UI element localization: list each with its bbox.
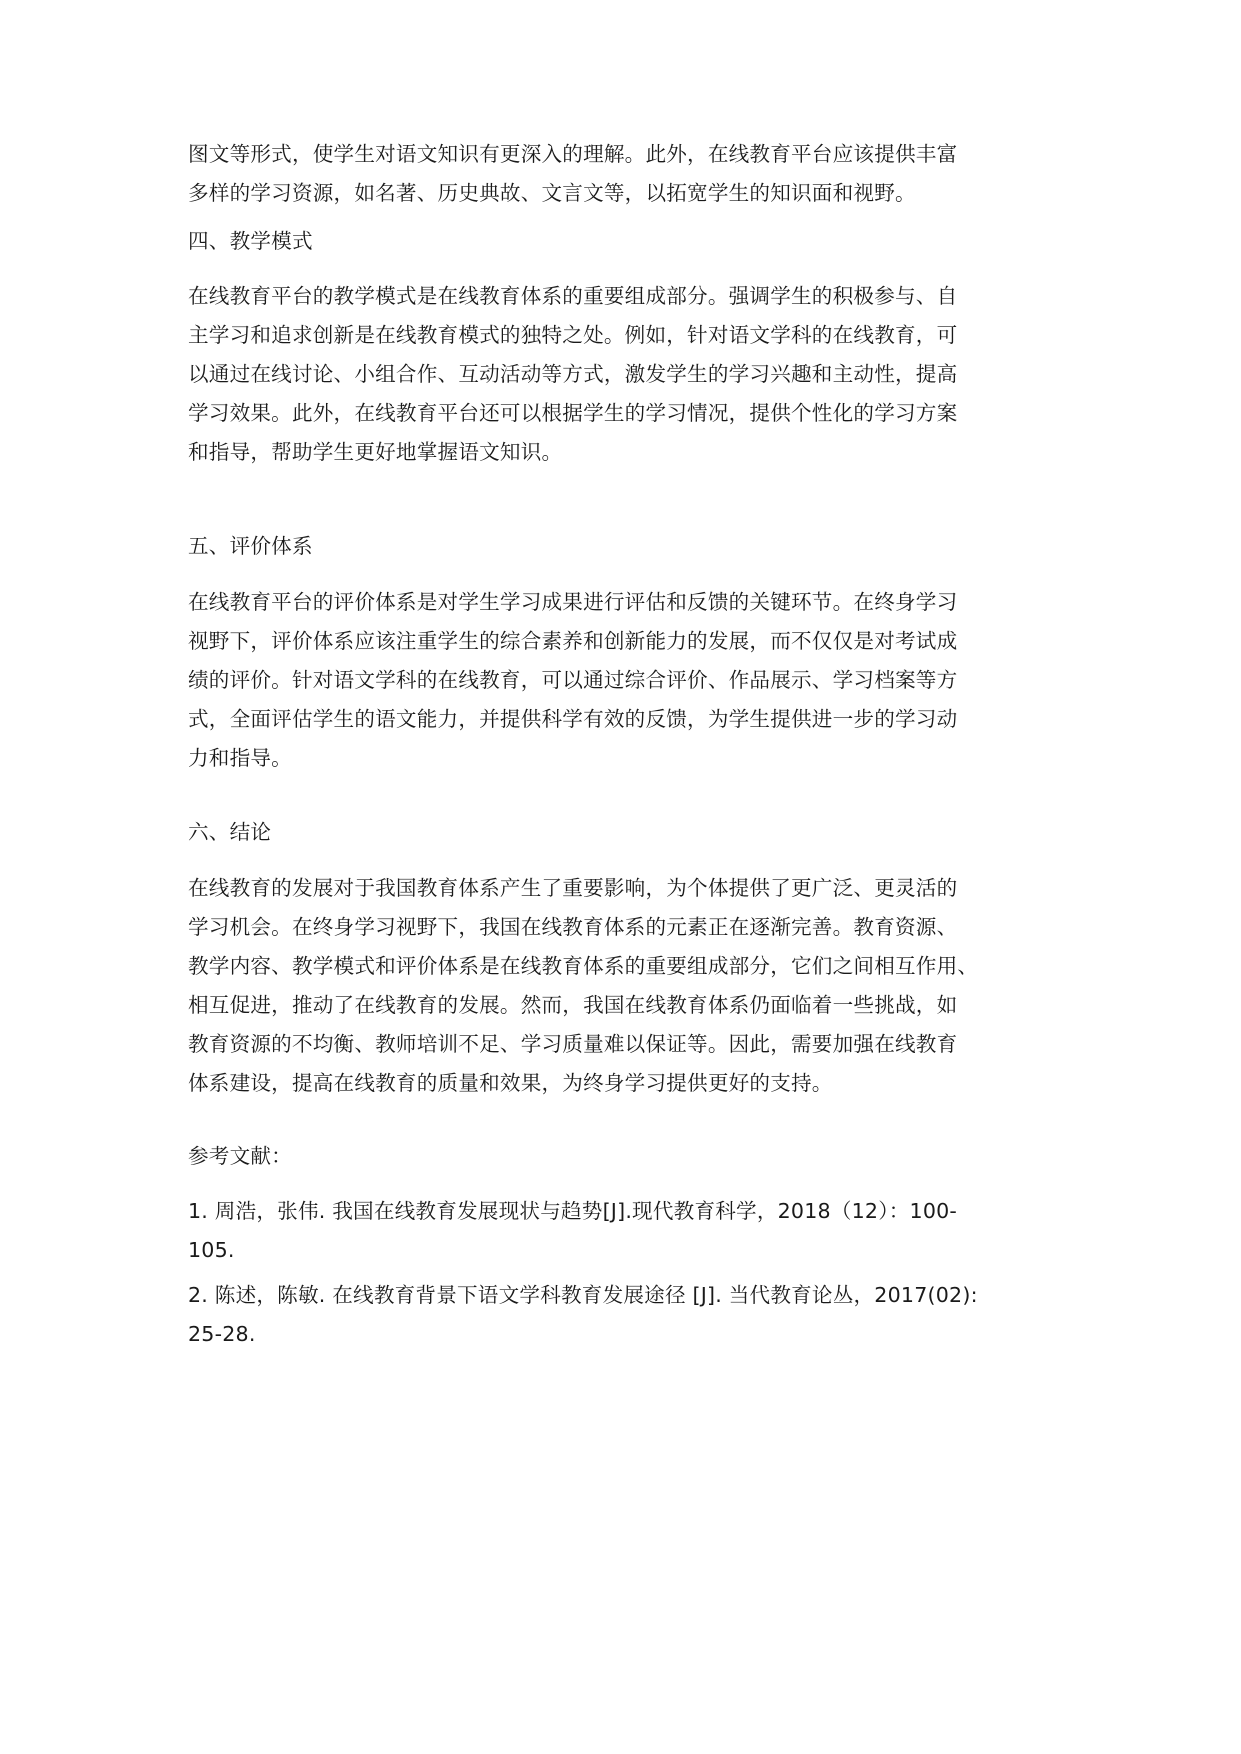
- reference-line: 105.: [188, 1238, 235, 1262]
- intro-paragraph: [188, 135, 1054, 213]
- text-line: 和指导，帮助学生更好地掌握语文知识。: [188, 440, 563, 464]
- text-line: 力和指导。: [188, 746, 292, 770]
- section-heading-conclusion: 六、结论: [188, 820, 272, 844]
- text-line: 在线教育平台的教学模式是在线教育体系的重要组成部分。强调学生的积极参与、自: [188, 284, 958, 308]
- text-line: 体系建设，提高在线教育的质量和效果，为终身学习提供更好的支持。: [188, 1071, 833, 1095]
- text-line: 以通过在线讨论、小组合作、互动活动等方式，激发学生的学习兴趣和主动性，提高: [188, 362, 958, 386]
- text-line: 学习效果。此外，在线教育平台还可以根据学生的学习情况，提供个性化的学习方案: [188, 401, 958, 425]
- text-line: 主学习和追求创新是在线教育模式的独特之处。例如，针对语文学科的在线教育，可: [188, 323, 958, 347]
- text-line: 多样的学习资源，如名著、历史典故、文言文等，以拓宽学生的知识面和视野。: [188, 181, 916, 205]
- text-line: 相互促进，推动了在线教育的发展。然而，我国在线教育体系仍面临着一些挑战，如: [188, 993, 958, 1017]
- text-line: 绩的评价。针对语文学科的在线教育，可以通过综合评价、作品展示、学习档案等方: [188, 668, 958, 692]
- section-paragraph-evaluation-system: [188, 583, 1054, 778]
- text-line: 在线教育平台的评价体系是对学生学习成果进行评估和反馈的关键环节。在终身学习: [188, 590, 958, 614]
- references-heading: 参考文献：: [188, 1144, 292, 1168]
- section-heading-evaluation-system: 五、评价体系: [188, 534, 313, 558]
- text-line: 教学内容、教学模式和评价体系是在线教育体系的重要组成部分，它们之间相互作用、: [188, 954, 979, 978]
- section-heading-teaching-mode: 四、教学模式: [188, 229, 313, 253]
- reference-item: [188, 1192, 1054, 1270]
- reference-line: 25-28.: [188, 1322, 256, 1346]
- text-line: 视野下，评价体系应该注重学生的综合素养和创新能力的发展，而不仅仅是对考试成: [188, 629, 958, 653]
- section-paragraph-teaching-mode: [188, 277, 1054, 472]
- text-line: 式，全面评估学生的语文能力，并提供科学有效的反馈，为学生提供进一步的学习动: [188, 707, 958, 731]
- reference-line: 1. 周浩，张伟. 我国在线教育发展现状与趋势[J].现代教育科学，2018（12）：100-: [188, 1199, 958, 1223]
- reference-item: [188, 1276, 1054, 1354]
- section-paragraph-conclusion: [188, 869, 1054, 1103]
- text-line: 教育资源的不均衡、教师培训不足、学习质量难以保证等。因此，需要加强在线教育: [188, 1032, 958, 1056]
- document-page: [188, 0, 1054, 1754]
- text-line: 图文等形式，使学生对语文知识有更深入的理解。此外，在线教育平台应该提供丰富: [188, 142, 958, 166]
- text-line: 学习机会。在终身学习视野下，我国在线教育体系的元素正在逐渐完善。教育资源、: [188, 915, 958, 939]
- text-line: 在线教育的发展对于我国教育体系产生了重要影响，为个体提供了更广泛、更灵活的: [188, 876, 958, 900]
- reference-line: 2. 陈述，陈敏. 在线教育背景下语文学科教育发展途径 [J]. 当代教育论丛，2017(02):: [188, 1283, 978, 1307]
